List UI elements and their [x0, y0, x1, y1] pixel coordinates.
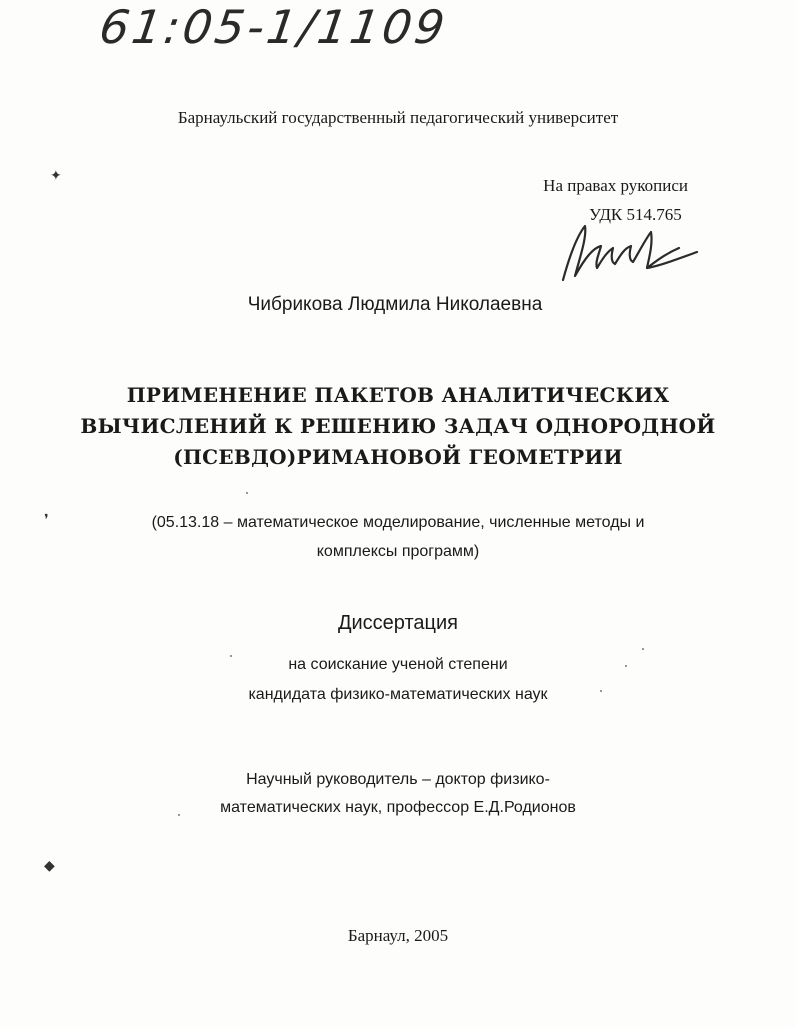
title-line-3: (ПСЕВДО)РИМАНОВОЙ ГЕОМЕТРИИ	[173, 445, 623, 469]
signature-icon	[555, 218, 705, 288]
scan-speck	[642, 648, 644, 650]
advisor-line-1: Научный руководитель – доктор физико-	[246, 771, 550, 788]
city-year: Барнаул, 2005	[347, 926, 449, 945]
degree-line-2: кандидата физико-математических наук	[248, 686, 548, 703]
specialty-line-2: комплексы программ)	[316, 543, 480, 560]
university-name: Барнаульский государственный педагогический университет	[177, 108, 619, 127]
scan-mark-icon: ✦	[50, 168, 62, 184]
specialty-line-1: (05.13.18 – математическое моделирование, численные методы и	[151, 514, 645, 531]
title-line-2: ВЫЧИСЛЕНИЙ К РЕШЕНИЮ ЗАДАЧ ОДНОРОДНОЙ	[80, 414, 716, 438]
scan-speck	[230, 655, 232, 657]
scan-mark-icon: ❜	[44, 512, 49, 528]
scan-speck	[246, 492, 248, 494]
document-type: Диссертация	[337, 612, 459, 634]
scan-speck	[178, 814, 180, 816]
advisor-line-2: математических наук, профессор Е.Д.Родионов	[220, 799, 576, 816]
title-line-1: ПРИМЕНЕНИЕ ПАКЕТОВ АНАЛИТИЧЕСКИХ	[126, 383, 670, 407]
udk-code: УДК 514.765	[589, 205, 682, 224]
scan-mark-icon: ◆	[44, 858, 55, 874]
author-name: Чибрикова Людмила Николаевна	[247, 294, 543, 315]
scan-speck	[600, 690, 602, 692]
archive-code-handwritten: 61:05-1/1109	[96, 0, 451, 54]
degree-line-1: на соискание ученой степени	[288, 656, 508, 673]
scan-speck	[625, 665, 627, 667]
manuscript-rights: На правах рукописи	[543, 176, 688, 195]
